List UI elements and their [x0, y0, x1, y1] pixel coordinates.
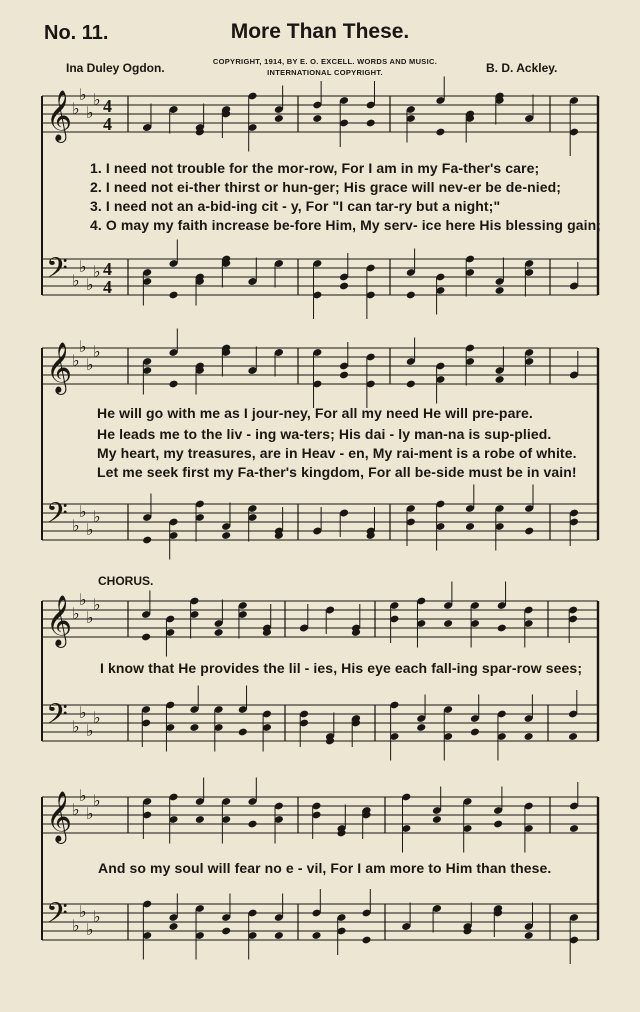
note-head [274, 114, 284, 123]
note-head [435, 128, 445, 137]
flat-icon: ♭ [93, 90, 101, 109]
note-head [495, 375, 505, 384]
flat-icon: ♭ [79, 703, 87, 722]
copyright-notice [180, 56, 470, 78]
chorus-label: CHORUS. [98, 574, 154, 588]
verse-1-line-1: 1. I need not trouble for the mor-row, For I am in my Fa-ther's care; [90, 160, 540, 176]
note-head [470, 728, 480, 737]
time-signature: 4 [103, 96, 112, 116]
note-head [524, 931, 534, 940]
flat-icon: ♭ [72, 271, 80, 290]
bass-clef-icon: 𝄢 [46, 497, 68, 537]
verse-3-line-2: My heart, my treasures, are in Heav - en, My rai-ment is a robe of white. [97, 445, 577, 461]
treble-clef-icon: 𝄞 [46, 90, 73, 141]
note-head [247, 820, 257, 829]
note-head [142, 536, 152, 545]
note-head [569, 824, 579, 833]
composer-credit: B. D. Ackley. [486, 61, 558, 75]
flat-icon: ♭ [79, 257, 87, 276]
note-head [366, 119, 376, 128]
note-head [406, 380, 416, 389]
note-head [168, 291, 178, 300]
note-head [497, 624, 507, 633]
flat-icon: ♭ [79, 902, 87, 921]
chorus-line-1: I know that He provides the lil - ies, His eye each fall-ing spar-row sees; [100, 660, 583, 676]
flat-icon: ♭ [72, 604, 80, 623]
flat-icon: ♭ [79, 502, 87, 521]
verse-2-line-1: 2. I need not ei-ther thirst or hun-ger; His grace will nev-er be de-nied; [90, 179, 562, 195]
flat-icon: ♭ [93, 708, 101, 727]
flat-icon: ♭ [86, 608, 94, 627]
flat-icon: ♭ [72, 800, 80, 819]
note-head [493, 820, 503, 829]
note-head [465, 522, 475, 531]
flat-icon: ♭ [93, 262, 101, 281]
note-head [168, 922, 178, 931]
chorus-line-2: And so my soul will fear no e - vil, For I am more to Him than these. [98, 860, 552, 876]
hymn-title: More Than These. [230, 20, 410, 43]
flat-icon: ♭ [79, 786, 87, 805]
flat-icon: ♭ [86, 721, 94, 740]
verse-1-line-2: He will go with me as I jour-ney, For all my need He will pre-pare. [97, 405, 533, 421]
note-head [339, 282, 349, 291]
note-head [568, 732, 578, 741]
note-head [495, 286, 505, 295]
flat-icon: ♭ [93, 507, 101, 526]
note-head [432, 815, 442, 824]
note-head [312, 114, 322, 123]
flat-icon: ♭ [93, 595, 101, 614]
flat-icon: ♭ [72, 99, 80, 118]
flat-icon: ♭ [86, 275, 94, 294]
note-head [214, 628, 224, 637]
lyricist-credit: Ina Duley Ogdon. [66, 61, 165, 75]
flat-icon: ♭ [79, 337, 87, 356]
verse-4-line-2: Let me seek first my Fa-ther's kingdom, For all be-side must be in vain! [97, 464, 577, 480]
treble-clef-icon: 𝄞 [46, 595, 73, 646]
treble-clef-icon: 𝄞 [46, 791, 73, 842]
flat-icon: ♭ [72, 351, 80, 370]
bass-clef-icon: 𝄢 [46, 897, 68, 937]
flat-icon: ♭ [93, 907, 101, 926]
flat-icon: ♭ [79, 590, 87, 609]
flat-icon: ♭ [93, 342, 101, 361]
verse-2-line-2: He leads me to the liv - ing wa-ters; His dai - ly man-na is sup-plied. [97, 426, 552, 442]
flat-icon: ♭ [86, 920, 94, 939]
note-head [195, 815, 205, 824]
flat-icon: ♭ [86, 520, 94, 539]
time-signature: 4 [103, 277, 112, 297]
flat-icon: ♭ [79, 85, 87, 104]
note-head [443, 619, 453, 628]
flat-icon: ♭ [86, 804, 94, 823]
treble-clef-icon: 𝄞 [46, 342, 73, 393]
note-head [221, 531, 231, 540]
note-head [238, 728, 248, 737]
time-signature: 4 [103, 259, 112, 279]
copyright-line: COPYRIGHT, 1914, BY E. O. EXCELL. WORDS AND MUSIC. [212, 57, 438, 66]
bass-clef-icon: 𝄢 [46, 252, 68, 292]
note-head [339, 371, 349, 380]
flat-icon: ♭ [72, 916, 80, 935]
note-head [221, 927, 231, 936]
copyright-line: INTERNATIONAL COPYRIGHT. [267, 68, 383, 77]
flat-icon: ♭ [86, 103, 94, 122]
hymn-number: No. 11. [44, 22, 109, 44]
note-head [524, 732, 534, 741]
note-head [361, 936, 371, 945]
note-head [274, 931, 284, 940]
verse-3-line-1: 3. I need not an a-bid-ing cit - y, For "I can tar-ry but a night;" [90, 198, 501, 214]
note-head [141, 633, 151, 642]
verse-4-line-1: 4. O may my faith increase be-fore Him, My serv- ice here His blessing gain; [90, 217, 602, 233]
note-head [168, 380, 178, 389]
flat-icon: ♭ [93, 791, 101, 810]
bass-clef-icon: 𝄢 [46, 698, 68, 738]
flat-icon: ♭ [72, 516, 80, 535]
note-head [406, 291, 416, 300]
note-head [416, 723, 426, 732]
time-signature: 4 [103, 114, 112, 134]
note-head [311, 931, 321, 940]
flat-icon: ♭ [72, 717, 80, 736]
flat-icon: ♭ [86, 355, 94, 374]
note-head [524, 527, 534, 536]
note-head [189, 723, 199, 732]
